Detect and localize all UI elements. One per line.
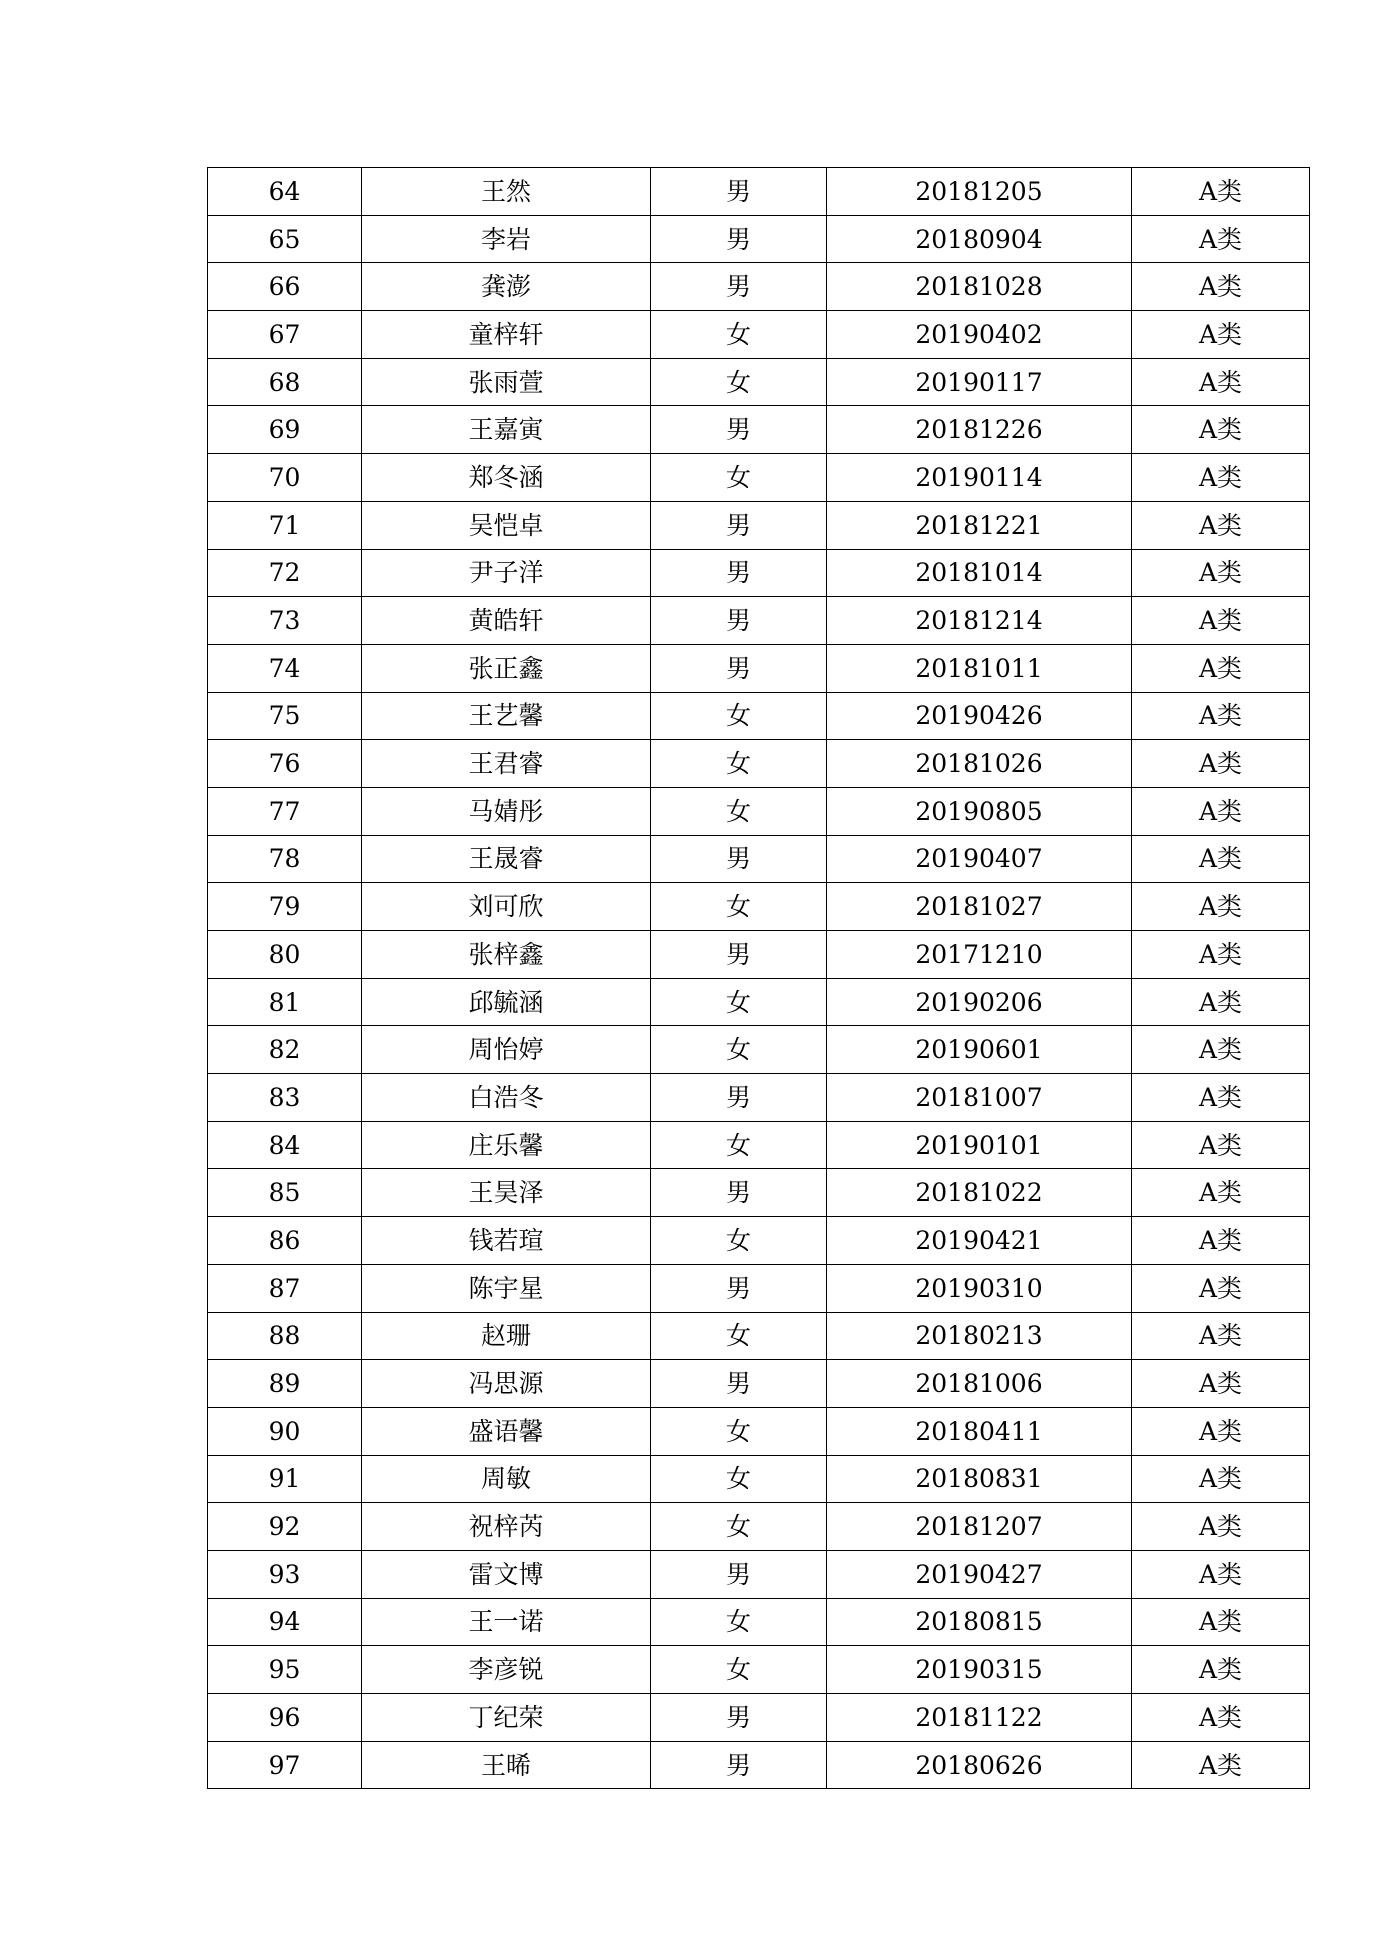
- cell-gender: 女: [651, 1598, 827, 1646]
- cell-gender: 女: [651, 1217, 827, 1265]
- cell-gender: 女: [651, 1312, 827, 1360]
- cell-date: 20180815: [827, 1598, 1132, 1646]
- cell-date: 20181207: [827, 1503, 1132, 1551]
- table-row: [208, 1455, 1310, 1503]
- table-row: [208, 501, 1310, 549]
- table-row: [208, 311, 1310, 359]
- cell-number: 88: [208, 1312, 362, 1360]
- cell-name: 王君睿: [362, 740, 651, 788]
- table-row: [208, 597, 1310, 645]
- cell-number: 89: [208, 1360, 362, 1408]
- cell-gender: 女: [651, 311, 827, 359]
- cell-name: 王昊泽: [362, 1169, 651, 1217]
- table-row: [208, 1598, 1310, 1646]
- cell-name: 庄乐馨: [362, 1121, 651, 1169]
- table-row: [208, 1169, 1310, 1217]
- table-row: [208, 1694, 1310, 1742]
- cell-number: 86: [208, 1217, 362, 1265]
- cell-category: A类: [1132, 406, 1310, 454]
- cell-category: A类: [1132, 311, 1310, 359]
- cell-number: 77: [208, 787, 362, 835]
- cell-date: 20181026: [827, 740, 1132, 788]
- cell-number: 93: [208, 1550, 362, 1598]
- cell-date: 20190101: [827, 1121, 1132, 1169]
- cell-category: A类: [1132, 1360, 1310, 1408]
- table-row: [208, 549, 1310, 597]
- cell-gender: 男: [651, 1169, 827, 1217]
- cell-category: A类: [1132, 787, 1310, 835]
- cell-name: 丁纪荣: [362, 1694, 651, 1742]
- cell-number: 74: [208, 644, 362, 692]
- cell-date: 20190427: [827, 1550, 1132, 1598]
- cell-date: 20180831: [827, 1455, 1132, 1503]
- cell-gender: 男: [651, 1550, 827, 1598]
- table-row: [208, 644, 1310, 692]
- cell-number: 70: [208, 454, 362, 502]
- table-row: [208, 1217, 1310, 1265]
- table-row: [208, 883, 1310, 931]
- cell-gender: 男: [651, 1360, 827, 1408]
- cell-category: A类: [1132, 644, 1310, 692]
- cell-category: A类: [1132, 215, 1310, 263]
- table-row: [208, 1741, 1310, 1789]
- cell-name: 马婧彤: [362, 787, 651, 835]
- cell-category: A类: [1132, 549, 1310, 597]
- cell-category: A类: [1132, 1264, 1310, 1312]
- cell-name: 李岩: [362, 215, 651, 263]
- table-row: [208, 1550, 1310, 1598]
- table-row: [208, 1074, 1310, 1122]
- cell-category: A类: [1132, 978, 1310, 1026]
- roster-body: [208, 168, 1310, 1789]
- table-row: [208, 1121, 1310, 1169]
- cell-name: 龚澎: [362, 263, 651, 311]
- cell-date: 20190206: [827, 978, 1132, 1026]
- table-row: [208, 692, 1310, 740]
- cell-name: 周敏: [362, 1455, 651, 1503]
- cell-category: A类: [1132, 358, 1310, 406]
- cell-gender: 女: [651, 1407, 827, 1455]
- cell-name: 黄皓轩: [362, 597, 651, 645]
- cell-name: 冯思源: [362, 1360, 651, 1408]
- cell-name: 周怡婷: [362, 1026, 651, 1074]
- cell-gender: 男: [651, 549, 827, 597]
- cell-gender: 女: [651, 1646, 827, 1694]
- cell-number: 87: [208, 1264, 362, 1312]
- table-row: [208, 358, 1310, 406]
- cell-category: A类: [1132, 1694, 1310, 1742]
- cell-date: 20171210: [827, 931, 1132, 979]
- cell-number: 91: [208, 1455, 362, 1503]
- cell-name: 张梓鑫: [362, 931, 651, 979]
- cell-name: 祝梓芮: [362, 1503, 651, 1551]
- cell-gender: 女: [651, 358, 827, 406]
- cell-date: 20181214: [827, 597, 1132, 645]
- table-row: [208, 1360, 1310, 1408]
- cell-date: 20181122: [827, 1694, 1132, 1742]
- cell-gender: 男: [651, 1694, 827, 1742]
- cell-name: 雷文博: [362, 1550, 651, 1598]
- cell-gender: 男: [651, 597, 827, 645]
- cell-gender: 女: [651, 787, 827, 835]
- cell-number: 71: [208, 501, 362, 549]
- cell-gender: 女: [651, 1455, 827, 1503]
- cell-number: 97: [208, 1741, 362, 1789]
- cell-gender: 男: [651, 644, 827, 692]
- cell-number: 85: [208, 1169, 362, 1217]
- cell-date: 20190114: [827, 454, 1132, 502]
- cell-gender: 男: [651, 931, 827, 979]
- cell-category: A类: [1132, 1407, 1310, 1455]
- cell-date: 20181205: [827, 168, 1132, 216]
- cell-number: 69: [208, 406, 362, 454]
- cell-category: A类: [1132, 1646, 1310, 1694]
- cell-number: 73: [208, 597, 362, 645]
- cell-date: 20180904: [827, 215, 1132, 263]
- table-row: [208, 1264, 1310, 1312]
- cell-date: 20190402: [827, 311, 1132, 359]
- cell-name: 钱若瑄: [362, 1217, 651, 1265]
- cell-gender: 男: [651, 501, 827, 549]
- table-row: [208, 740, 1310, 788]
- cell-gender: 男: [651, 406, 827, 454]
- cell-category: A类: [1132, 1455, 1310, 1503]
- table-row: [208, 215, 1310, 263]
- cell-number: 92: [208, 1503, 362, 1551]
- cell-number: 81: [208, 978, 362, 1026]
- cell-date: 20190601: [827, 1026, 1132, 1074]
- student-roster-table: [207, 167, 1310, 1789]
- cell-date: 20180626: [827, 1741, 1132, 1789]
- cell-number: 65: [208, 215, 362, 263]
- cell-category: A类: [1132, 501, 1310, 549]
- cell-category: A类: [1132, 931, 1310, 979]
- cell-name: 王晟睿: [362, 835, 651, 883]
- table-row: [208, 454, 1310, 502]
- cell-date: 20190805: [827, 787, 1132, 835]
- cell-date: 20181007: [827, 1074, 1132, 1122]
- cell-category: A类: [1132, 1121, 1310, 1169]
- cell-number: 78: [208, 835, 362, 883]
- cell-date: 20181226: [827, 406, 1132, 454]
- cell-category: A类: [1132, 835, 1310, 883]
- cell-name: 白浩冬: [362, 1074, 651, 1122]
- cell-number: 83: [208, 1074, 362, 1122]
- cell-gender: 男: [651, 1741, 827, 1789]
- cell-gender: 女: [651, 1026, 827, 1074]
- cell-name: 吴恺卓: [362, 501, 651, 549]
- table-row: [208, 931, 1310, 979]
- cell-number: 96: [208, 1694, 362, 1742]
- cell-category: A类: [1132, 1074, 1310, 1122]
- cell-name: 王然: [362, 168, 651, 216]
- cell-date: 20181011: [827, 644, 1132, 692]
- cell-date: 20180213: [827, 1312, 1132, 1360]
- cell-category: A类: [1132, 1312, 1310, 1360]
- cell-date: 20190426: [827, 692, 1132, 740]
- cell-name: 郑冬涵: [362, 454, 651, 502]
- cell-date: 20181006: [827, 1360, 1132, 1408]
- cell-number: 84: [208, 1121, 362, 1169]
- cell-date: 20190310: [827, 1264, 1132, 1312]
- cell-category: A类: [1132, 1503, 1310, 1551]
- cell-category: A类: [1132, 1550, 1310, 1598]
- cell-name: 尹子洋: [362, 549, 651, 597]
- cell-gender: 男: [651, 1264, 827, 1312]
- cell-gender: 女: [651, 978, 827, 1026]
- cell-date: 20181028: [827, 263, 1132, 311]
- cell-number: 80: [208, 931, 362, 979]
- cell-gender: 女: [651, 692, 827, 740]
- cell-gender: 男: [651, 215, 827, 263]
- table-row: [208, 1503, 1310, 1551]
- table-row: [208, 1407, 1310, 1455]
- cell-category: A类: [1132, 1026, 1310, 1074]
- cell-number: 82: [208, 1026, 362, 1074]
- cell-name: 王嘉寅: [362, 406, 651, 454]
- cell-category: A类: [1132, 263, 1310, 311]
- cell-category: A类: [1132, 1217, 1310, 1265]
- cell-name: 童梓轩: [362, 311, 651, 359]
- cell-gender: 女: [651, 883, 827, 931]
- cell-category: A类: [1132, 1741, 1310, 1789]
- cell-date: 20190117: [827, 358, 1132, 406]
- cell-number: 66: [208, 263, 362, 311]
- cell-category: A类: [1132, 692, 1310, 740]
- cell-date: 20180411: [827, 1407, 1132, 1455]
- cell-number: 68: [208, 358, 362, 406]
- cell-gender: 男: [651, 168, 827, 216]
- table-row: [208, 168, 1310, 216]
- cell-number: 94: [208, 1598, 362, 1646]
- cell-name: 陈宇星: [362, 1264, 651, 1312]
- cell-category: A类: [1132, 883, 1310, 931]
- table-row: [208, 835, 1310, 883]
- cell-name: 张正鑫: [362, 644, 651, 692]
- cell-number: 75: [208, 692, 362, 740]
- cell-category: A类: [1132, 454, 1310, 502]
- cell-number: 72: [208, 549, 362, 597]
- cell-name: 李彦锐: [362, 1646, 651, 1694]
- cell-name: 刘可欣: [362, 883, 651, 931]
- cell-category: A类: [1132, 1169, 1310, 1217]
- cell-category: A类: [1132, 1598, 1310, 1646]
- cell-gender: 男: [651, 1074, 827, 1122]
- cell-gender: 女: [651, 1503, 827, 1551]
- cell-gender: 男: [651, 835, 827, 883]
- cell-date: 20181014: [827, 549, 1132, 597]
- cell-name: 张雨萱: [362, 358, 651, 406]
- cell-number: 76: [208, 740, 362, 788]
- cell-name: 王艺馨: [362, 692, 651, 740]
- cell-name: 邱毓涵: [362, 978, 651, 1026]
- cell-date: 20190407: [827, 835, 1132, 883]
- cell-number: 90: [208, 1407, 362, 1455]
- cell-date: 20181022: [827, 1169, 1132, 1217]
- cell-number: 67: [208, 311, 362, 359]
- cell-category: A类: [1132, 168, 1310, 216]
- table-row: [208, 1026, 1310, 1074]
- cell-date: 20181221: [827, 501, 1132, 549]
- cell-category: A类: [1132, 597, 1310, 645]
- cell-category: A类: [1132, 740, 1310, 788]
- table-row: [208, 1312, 1310, 1360]
- cell-date: 20190315: [827, 1646, 1132, 1694]
- table-row: [208, 406, 1310, 454]
- cell-date: 20190421: [827, 1217, 1132, 1265]
- cell-name: 王晞: [362, 1741, 651, 1789]
- table-row: [208, 978, 1310, 1026]
- cell-gender: 女: [651, 454, 827, 502]
- cell-number: 64: [208, 168, 362, 216]
- cell-gender: 女: [651, 740, 827, 788]
- cell-gender: 女: [651, 1121, 827, 1169]
- cell-number: 79: [208, 883, 362, 931]
- cell-date: 20181027: [827, 883, 1132, 931]
- cell-number: 95: [208, 1646, 362, 1694]
- cell-name: 王一诺: [362, 1598, 651, 1646]
- cell-name: 盛语馨: [362, 1407, 651, 1455]
- table-row: [208, 263, 1310, 311]
- cell-name: 赵珊: [362, 1312, 651, 1360]
- cell-gender: 男: [651, 263, 827, 311]
- table-row: [208, 1646, 1310, 1694]
- table-row: [208, 787, 1310, 835]
